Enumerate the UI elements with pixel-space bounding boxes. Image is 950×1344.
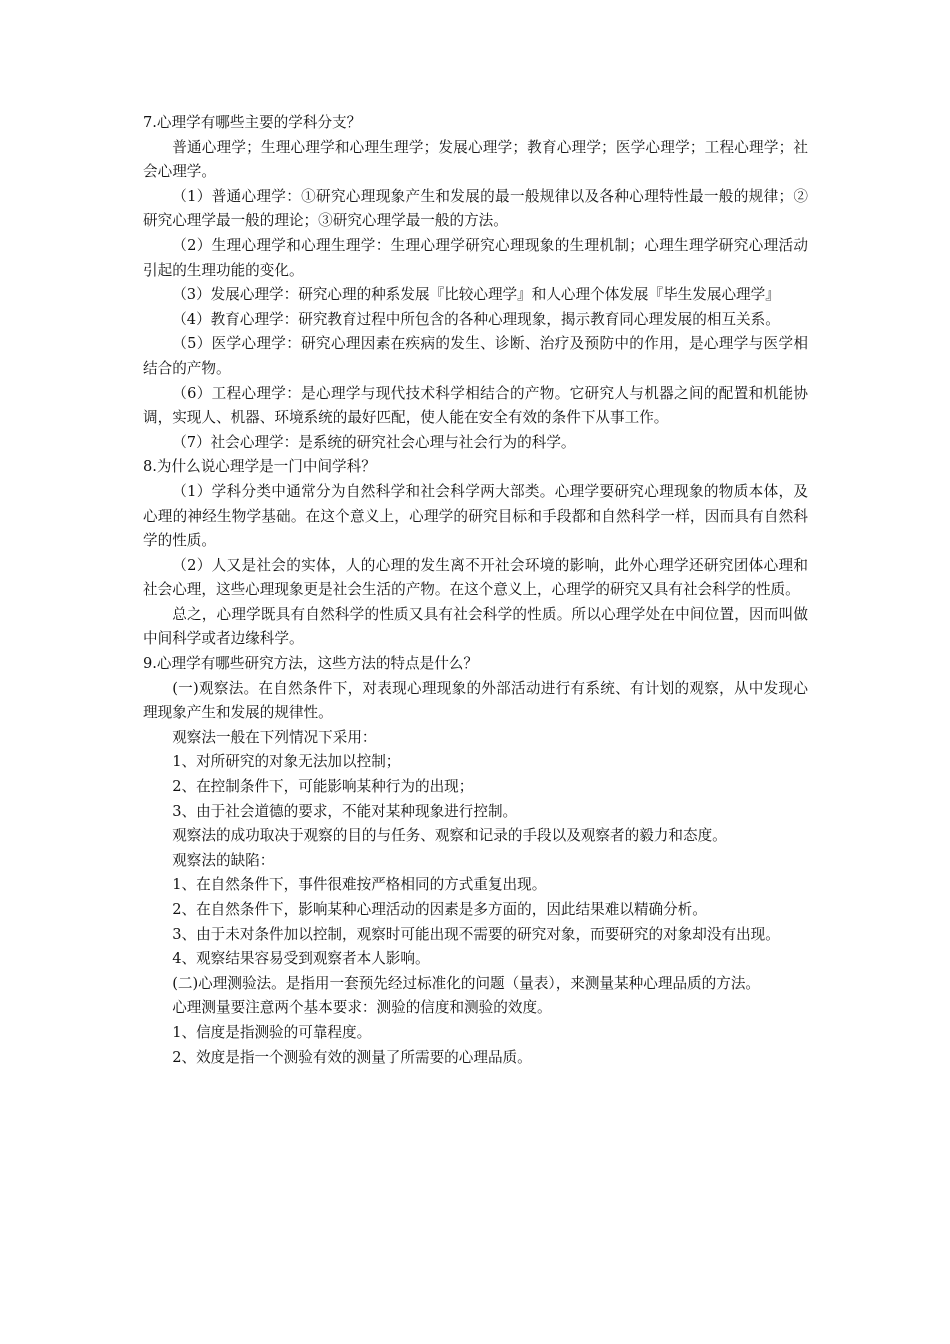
list-item: 1、在自然条件下，事件很难按严格相同的方式重复出现。 — [172, 876, 547, 894]
paragraph: （7）社会心理学：是系统的研究社会心理与社会行为的科学。 — [172, 433, 576, 451]
list-item: 1、对所研究的对象无法加以控制； — [172, 753, 401, 771]
paragraph: （3）发展心理学：研究心理的种系发展『比较心理学』和人心理个体发展『毕生发展心理学』 — [172, 286, 780, 304]
list-item: 2、在自然条件下，影响某种心理活动的因素是多方面的，因此结果难以精确分析。 — [172, 901, 707, 918]
document-body — [143, 111, 808, 1070]
paragraph: 观察法的成功取决于观察的目的与任务、观察和记录的手段以及观察者的毅力和态度。 — [172, 827, 727, 845]
paragraph: （6）工程心理学：是心理学与现代技术科学相结合的产物。它研究人与机器之间的配置和机能协调，实现人、机器、环境系统的最好匹配，使人能在安全有效的条件下从事工作。 — [143, 384, 808, 427]
paragraph: 观察法的缺陷： — [172, 851, 275, 869]
list-item: 2、在控制条件下，可能影响某种行为的出现； — [172, 778, 474, 796]
paragraph: (一)观察法。在自然条件下，对表现心理现象的外部活动进行有系统、有计划的观察，从中发现心理现象产生和发展的规律性。 — [143, 679, 808, 722]
list-item: 3、由于未对条件加以控制，观察时可能出现不需要的研究对象，而要研究的对象却没有出现。 — [172, 925, 780, 943]
paragraph: （5）医学心理学：研究心理因素在疾病的发生、诊断、治疗及预防中的作用，是心理学与医学相结合的产物。 — [143, 335, 808, 377]
list-item: 1、信度是指测验的可靠程度。 — [172, 1023, 372, 1041]
paragraph: (二)心理测验法。是指用一套预先经过标准化的问题（量表），来测量某种心理品质的方法。 — [172, 974, 761, 992]
paragraph: 观察法一般在下列情况下采用： — [172, 728, 377, 746]
list-item: 2、效度是指一个测验有效的测量了所需要的心理品质。 — [172, 1048, 532, 1066]
paragraph: 普通心理学；生理心理学和心理生理学；发展心理学；教育心理学；医学心理学；工程心理学；社会心理学。 — [143, 138, 808, 181]
question-heading: 8.为什么说心理学是一门中间学科？ — [143, 458, 376, 476]
paragraph: （2）生理心理学和心理生理学：生理心理学研究心理现象的生理机制；心理生理学研究心理活动引起的生理功能的变化。 — [143, 236, 808, 279]
question-heading: 9.心理学有哪些研究方法，这些方法的特点是什么？ — [143, 655, 478, 673]
paragraph: （1）普通心理学：①研究心理现象产生和发展的最一般规律以及各种心理特性最一般的规律；②研究心理学最一般的理论；③研究心理学最一般的方法。 — [143, 187, 808, 230]
list-item: 4、观察结果容易受到观察者本人影响。 — [172, 950, 430, 968]
list-item: 3、由于社会道德的要求，不能对某种现象进行控制。 — [172, 802, 518, 820]
paragraph: （4）教育心理学：研究教育过程中所包含的各种心理现象，揭示教育同心理发展的相互关系。 — [172, 310, 780, 328]
paragraph: 心理测量要注意两个基本要求：测验的信度和测验的效度。 — [172, 999, 552, 1017]
question-heading: 7.心理学有哪些主要的学科分支？ — [143, 114, 362, 131]
paragraph: （1）学科分类中通常分为自然科学和社会科学两大部类。心理学要研究心理现象的物质本体，及心理的神经生物学基础。在这个意义上，心理学的研究目标和手段都和自然科学一样，因而具有自然科学的性质。 — [143, 482, 808, 550]
paragraph: 总之，心理学既具有自然科学的性质又具有社会科学的性质。所以心理学处在中间位置，因而叫做中间科学或者边缘科学。 — [143, 605, 808, 648]
paragraph: （2）人又是社会的实体，人的心理的发生离不开社会环境的影响，此外心理学还研究团体心理和社会心理，这些心理现象更是社会生活的产物。在这个意义上，心理学的研究又具有社会科学的性质。 — [143, 556, 808, 599]
